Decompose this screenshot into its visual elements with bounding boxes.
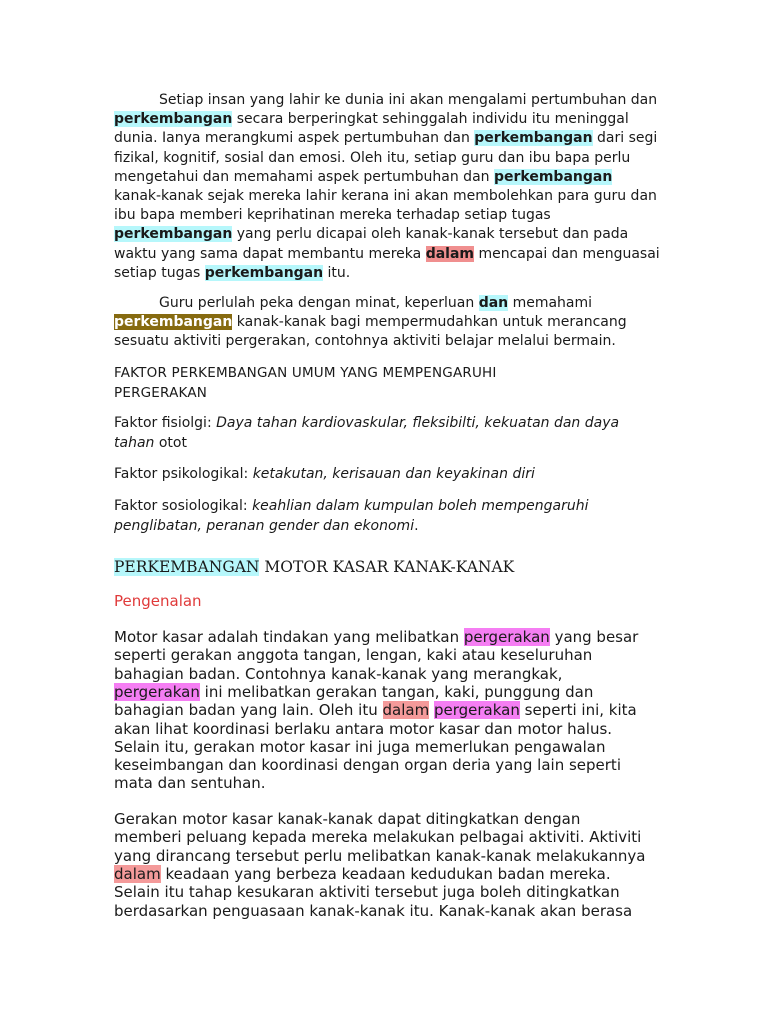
highlighted-word: pergerakan xyxy=(433,701,520,720)
text-run: Guru perlulah peka dengan minat, keperluan xyxy=(159,295,479,311)
text-run: dunia. Ianya merangkumi aspek pertumbuhan dan xyxy=(114,130,475,147)
highlighted-word: Daya tahan kardiovaskular, fleksibilti, kekuatan dan daya xyxy=(216,415,620,431)
text-line xyxy=(114,245,660,264)
text-run: Gerakan motor kasar kanak-kanak dapat ditingkatkan dengan xyxy=(114,810,581,828)
text-run: memberi peluang kepada mereka melakukan pelbagai aktiviti. Aktiviti xyxy=(114,828,642,847)
text-run: dari segi xyxy=(592,130,658,147)
text-line xyxy=(114,628,638,647)
text-line xyxy=(114,465,535,484)
text-line xyxy=(114,187,657,206)
highlighted-word: perkembangan xyxy=(114,226,233,243)
text-run: seperti ini, kita xyxy=(519,701,637,720)
text-run: fizikal, kognitif, sosial dan emosi. Oleh itu, setiap guru dan ibu bapa perlu xyxy=(114,149,631,166)
highlighted-word: dalam xyxy=(114,864,161,883)
text-run: Setiap insan yang lahir ke dunia ini akan mengalami pertumbuhan dan xyxy=(159,92,658,108)
text-run: Faktor fisiolgi: xyxy=(114,415,217,431)
text-line xyxy=(114,701,637,720)
text-line xyxy=(114,883,620,902)
text-line xyxy=(114,225,628,244)
highlighted-word: penglibatan, peranan gender dan ekonomi xyxy=(114,518,415,534)
text-line xyxy=(114,313,627,332)
text-line xyxy=(114,738,605,757)
text-line xyxy=(114,865,611,884)
text-line xyxy=(114,665,562,684)
text-run: berdasarkan penguasaan kanak-kanak itu. Kanak-kanak akan berasa xyxy=(114,901,633,920)
text-line xyxy=(114,206,551,225)
highlighted-word: perkembangan xyxy=(114,314,233,331)
text-line xyxy=(114,828,641,847)
text-run: yang dirancang tersebut perlu melibatkan kanak-kanak melakukannya xyxy=(114,846,646,865)
highlighted-word: ketakutan, kerisauan dan keyakinan diri xyxy=(252,466,535,482)
text-line xyxy=(114,332,616,351)
heading-line: PERGERAKAN xyxy=(114,385,208,401)
text-line xyxy=(114,149,630,168)
text-line xyxy=(114,497,589,516)
text-run: yang besar xyxy=(549,628,639,646)
highlighted-word: dan xyxy=(478,295,509,311)
text-line xyxy=(114,556,514,575)
text-line xyxy=(114,264,350,283)
text-run: mencapai dan menguasai xyxy=(474,245,660,262)
text-line xyxy=(114,720,612,739)
text-line xyxy=(114,683,593,702)
text-line xyxy=(114,810,580,829)
text-run: ini melibatkan gerakan tangan, kaki, punggung dan xyxy=(199,682,594,701)
text-run: yang perlu dicapai oleh kanak-kanak tersebut dan pada xyxy=(232,226,629,243)
highlighted-word: perkembangan xyxy=(114,111,233,128)
text-line xyxy=(114,168,612,187)
text-run: itu. xyxy=(323,264,351,281)
text-run: otot xyxy=(154,435,187,451)
text-line xyxy=(114,434,187,453)
text-run: kanak-kanak sejak mereka lahir kerana ini akan membolehkan para guru dan xyxy=(114,188,657,204)
text-run: keadaan yang berbeza keadaan kedudukan badan mereka. xyxy=(160,864,611,883)
text-line xyxy=(114,774,266,793)
text-line xyxy=(114,902,632,921)
text-line xyxy=(114,517,419,536)
text-run: Selain itu tahap kesukaran aktiviti tersebut juga boleh ditingkatkan xyxy=(114,883,620,902)
text-line xyxy=(114,129,657,148)
text-line xyxy=(114,847,645,866)
text-run: mata dan sentuhan. xyxy=(114,774,266,793)
text-run: memahami xyxy=(508,295,593,311)
text-run: kanak-kanak bagi mempermudahkan untuk merancang xyxy=(232,314,627,331)
highlighted-word: keahlian dalam kumpulan boleh mempengaruhi xyxy=(252,498,589,514)
text-run: secara berperingkat sehinggalah individu itu meninggal xyxy=(232,111,629,128)
text-run: . xyxy=(414,518,419,534)
highlighted-word: perkembangan xyxy=(204,264,324,281)
text-line xyxy=(114,110,629,129)
text-run: setiap tugas xyxy=(114,264,205,281)
text-run: seperti gerakan anggota tangan, lengan, kaki atau keseluruhan xyxy=(114,646,593,665)
highlighted-word: tahan xyxy=(114,435,155,451)
text-run: sesuatu aktiviti pergerakan, contohnya aktiviti belajar melalui bermain. xyxy=(114,333,616,350)
text-run: bahagian badan yang lain. Oleh itu xyxy=(114,701,383,720)
text-run: akan lihat koordinasi berlaku antara motor kasar dan motor halus. xyxy=(114,719,613,738)
highlighted-word: perkembangan xyxy=(493,168,613,185)
text-run: Faktor psikologikal: xyxy=(114,466,253,482)
heading-line: FAKTOR PERKEMBANGAN UMUM YANG MEMPENGARUHI xyxy=(114,365,497,381)
text-line xyxy=(114,646,592,665)
highlighted-word: dalam xyxy=(425,245,474,262)
highlighted-word: PERKEMBANGAN xyxy=(114,558,260,576)
highlighted-word: dalam xyxy=(382,701,430,720)
text-run: waktu yang sama dapat membantu mereka xyxy=(114,245,426,262)
highlighted-word: perkembangan xyxy=(474,130,593,147)
text-run: ibu bapa memberi keprihatinan mereka terhadap setiap tugas xyxy=(114,207,551,224)
text-line xyxy=(159,91,657,110)
highlighted-word: pergerakan xyxy=(114,682,200,701)
text-run: MOTOR KASAR KANAK-KANAK xyxy=(259,558,515,576)
text-line xyxy=(114,756,621,775)
text-line xyxy=(159,294,592,313)
text-run: Faktor sosiologikal: xyxy=(114,498,253,514)
text-run: bahagian badan. Contohnya kanak-kanak yang merangkak, xyxy=(114,664,563,683)
text-run: Selain itu, gerakan motor kasar ini juga memerlukan pengawalan xyxy=(114,737,606,756)
text-run: mengetahui dan memahami aspek pertumbuhan dan xyxy=(114,168,494,185)
text-run: keseimbangan dan koordinasi dengan organ deria yang lain seperti xyxy=(114,756,621,775)
subheading-text: Pengenalan xyxy=(114,592,202,610)
text-run: Motor kasar adalah tindakan yang melibatkan xyxy=(114,628,464,646)
highlighted-word: pergerakan xyxy=(463,628,550,646)
text-line xyxy=(114,414,619,433)
